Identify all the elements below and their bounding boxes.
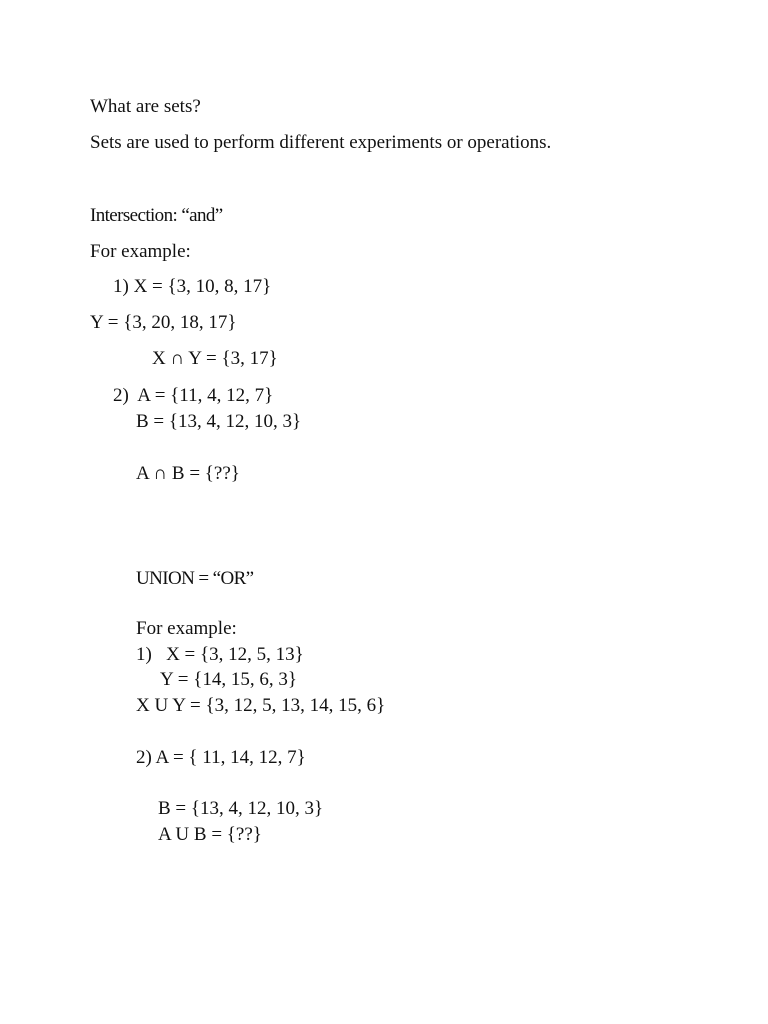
union-ex1-result: X U Y = {3, 12, 5, 13, 14, 15, 6} xyxy=(136,695,386,716)
union-ex2-b: B = {13, 4, 12, 10, 3} xyxy=(158,798,324,819)
intersection-ex2-b: B = {13, 4, 12, 10, 3} xyxy=(136,411,302,432)
intersection-ex2-a: 2) A = {11, 4, 12, 7} xyxy=(113,385,274,406)
intro-question: What are sets? xyxy=(90,96,201,117)
union-ex1-y: Y = {14, 15, 6, 3} xyxy=(160,669,297,690)
union-ex1-x: 1) X = {3, 12, 5, 13} xyxy=(136,644,304,665)
intersection-ex1-result: X ∩ Y = {3, 17} xyxy=(152,348,278,369)
union-heading: UNION = “OR” xyxy=(136,568,254,589)
intersection-ex2-result: A ∩ B = {??} xyxy=(136,463,240,484)
union-example-label: For example: xyxy=(136,618,237,639)
intersection-ex1-x: 1) X = {3, 10, 8, 17} xyxy=(113,276,272,297)
intersection-example-label: For example: xyxy=(90,241,191,262)
intro-definition: Sets are used to perform different experiments or operations. xyxy=(90,132,552,153)
intersection-heading: Intersection: “and” xyxy=(90,205,223,226)
union-ex2-result: A U B = {??} xyxy=(158,824,262,845)
intersection-ex1-y: Y = {3, 20, 18, 17} xyxy=(90,312,237,333)
union-ex2-a: 2) A = { 11, 14, 12, 7} xyxy=(136,747,306,768)
